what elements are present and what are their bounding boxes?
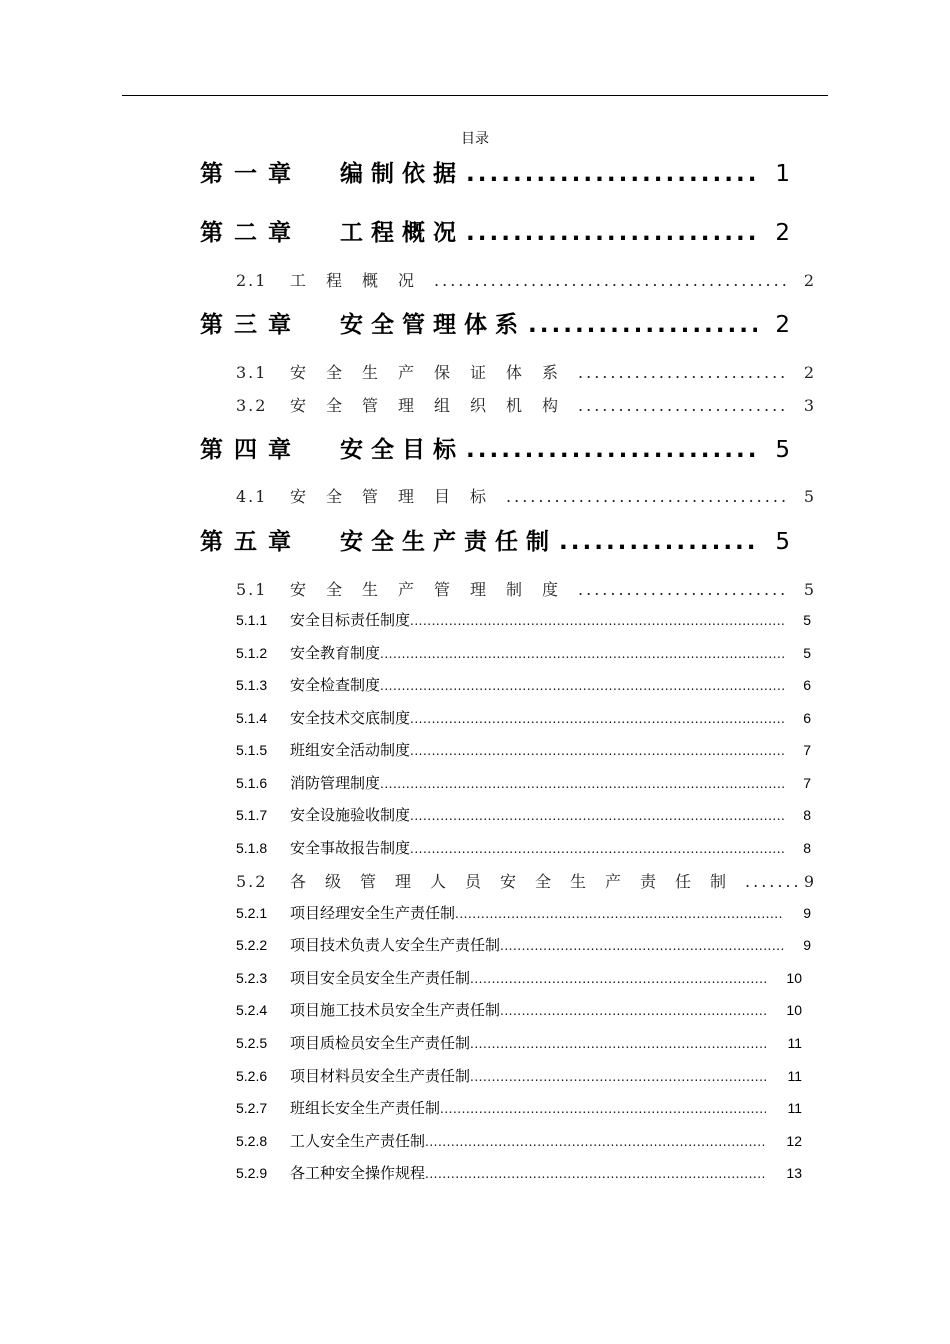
toc-subsection-5-2-5[interactable] — [236, 1032, 802, 1056]
leader-dots — [455, 907, 784, 921]
leader-dots — [380, 679, 784, 693]
page-number: 2 — [803, 271, 814, 290]
page-number: 10 — [786, 970, 802, 986]
subsection-title: 各工种安全操作规程 — [290, 1164, 426, 1182]
page-number: 5 — [775, 437, 790, 463]
subsection-number: 5.1.2 — [236, 645, 268, 661]
section-number: 5.2 — [236, 872, 268, 891]
leader-dots — [425, 1135, 766, 1149]
subsection-title: 安全教育制度 — [290, 644, 381, 662]
page-number: 11 — [787, 1035, 802, 1051]
toc-section-4-1[interactable] — [236, 484, 814, 510]
page-number: 9 — [803, 872, 814, 891]
page-number: 7 — [803, 775, 811, 791]
page-number: 10 — [786, 1002, 802, 1018]
page-number: 5 — [803, 612, 811, 628]
page-number: 12 — [786, 1133, 802, 1149]
section-title: 工程概况 — [290, 271, 435, 290]
leader-dots — [466, 220, 757, 246]
section-title: 安全生产保证体系 — [290, 363, 579, 382]
page-number: 6 — [803, 710, 811, 726]
toc-subsection-5-2-8[interactable] — [236, 1130, 802, 1154]
chapter-title: 安全生产责任制 — [340, 529, 557, 555]
leader-dots — [410, 712, 784, 726]
section-title: 安全管理目标 — [290, 487, 507, 506]
leader-dots — [578, 580, 788, 599]
toc-subsection-5-1-1[interactable] — [236, 609, 811, 633]
leader-dots — [410, 842, 784, 856]
leader-dots — [380, 647, 784, 661]
leader-dots — [466, 437, 757, 463]
toc-subsection-5-1-6[interactable] — [236, 772, 811, 796]
subsection-title: 消防管理制度 — [290, 774, 381, 792]
leader-dots — [559, 529, 757, 555]
section-number: 4.1 — [236, 487, 268, 506]
leader-dots — [434, 271, 788, 290]
toc-subsection-5-1-8[interactable] — [236, 837, 811, 861]
subsection-title: 班组长安全生产责任制 — [290, 1099, 441, 1117]
page-number: 13 — [786, 1165, 802, 1181]
subsection-number: 5.2.2 — [236, 937, 268, 953]
section-number: 2.1 — [236, 271, 268, 290]
section-title: 安全生产管理制度 — [290, 580, 579, 599]
chapter-title: 工程概况 — [340, 220, 464, 246]
leader-dots — [440, 1102, 766, 1116]
toc-subsection-5-2-7[interactable] — [236, 1097, 802, 1121]
toc-subsection-5-1-4[interactable] — [236, 707, 811, 731]
subsection-number: 5.1.1 — [236, 612, 268, 628]
chapter-title: 编制依据 — [340, 161, 464, 187]
subsection-title: 项目材料员安全生产责任制 — [290, 1067, 471, 1085]
subsection-title: 班组安全活动制度 — [290, 741, 411, 759]
toc-chapter-3[interactable] — [200, 306, 790, 346]
toc-subsection-5-2-6[interactable] — [236, 1065, 802, 1089]
toc-chapter-4[interactable] — [200, 431, 790, 471]
page-number: 5 — [775, 529, 790, 555]
toc-section-3-2[interactable] — [236, 393, 814, 419]
leader-dots — [466, 161, 757, 187]
section-title: 安全管理组织机构 — [290, 396, 579, 415]
leader-dots — [506, 487, 788, 506]
toc-subsection-5-2-4[interactable] — [236, 999, 802, 1023]
subsection-number: 5.1.4 — [236, 710, 268, 726]
subsection-number: 5.2.1 — [236, 905, 268, 921]
chapter-label: 第二章 — [200, 220, 302, 246]
toc-chapter-2[interactable] — [200, 214, 790, 254]
section-number: 3.1 — [236, 363, 268, 382]
toc-subsection-5-2-3[interactable] — [236, 967, 802, 991]
chapter-label: 第一章 — [200, 161, 302, 187]
subsection-number: 5.1.3 — [236, 677, 268, 693]
subsection-title: 安全目标责任制度 — [290, 611, 411, 629]
page-number: 11 — [787, 1100, 802, 1116]
page-number: 2 — [775, 220, 790, 246]
page-number: 5 — [803, 645, 811, 661]
leader-dots — [745, 872, 800, 891]
toc-subsection-5-2-9[interactable] — [236, 1162, 802, 1186]
page-number: 6 — [803, 677, 811, 693]
toc-subsection-5-1-2[interactable] — [236, 642, 811, 666]
toc-subsection-5-1-5[interactable] — [236, 739, 811, 763]
toc-subsection-5-1-3[interactable] — [236, 674, 811, 698]
chapter-label: 第五章 — [200, 529, 302, 555]
toc-chapter-5[interactable] — [200, 523, 790, 563]
subsection-title: 项目施工技术员安全生产责任制 — [290, 1001, 501, 1019]
leader-dots — [578, 396, 788, 415]
page-number: 5 — [803, 487, 814, 506]
leader-dots — [528, 312, 757, 338]
toc-chapter-1[interactable] — [200, 155, 790, 195]
section-number: 3.2 — [236, 396, 268, 415]
subsection-number: 5.2.3 — [236, 970, 268, 986]
page-number: 9 — [803, 937, 811, 953]
section-title: 各级管理人员安全生产责任制 — [290, 872, 746, 891]
page-number: 11 — [787, 1068, 802, 1084]
section-number: 5.1 — [236, 580, 268, 599]
subsection-number: 5.1.8 — [236, 840, 268, 856]
subsection-title: 安全技术交底制度 — [290, 709, 411, 727]
page-number: 8 — [803, 807, 811, 823]
subsection-number: 5.1.7 — [236, 807, 268, 823]
subsection-title: 项目质检员安全生产责任制 — [290, 1034, 471, 1052]
subsection-number: 5.2.9 — [236, 1165, 268, 1181]
toc-title: 目录 — [461, 131, 489, 147]
leader-dots — [425, 1167, 766, 1181]
page-number: 2 — [775, 312, 790, 338]
subsection-title: 安全检查制度 — [290, 676, 381, 694]
chapter-label: 第三章 — [200, 312, 302, 338]
chapter-label: 第四章 — [200, 437, 302, 463]
leader-dots — [470, 1037, 766, 1051]
page-number: 5 — [803, 580, 814, 599]
subsection-number: 5.2.6 — [236, 1068, 268, 1084]
subsection-number: 5.1.5 — [236, 742, 268, 758]
subsection-number: 5.1.6 — [236, 775, 268, 791]
toc-section-3-1[interactable] — [236, 360, 814, 386]
subsection-title: 项目经理安全生产责任制 — [290, 904, 456, 922]
leader-dots — [470, 972, 766, 986]
leader-dots — [410, 614, 784, 628]
leader-dots — [380, 777, 784, 791]
subsection-title: 工人安全生产责任制 — [290, 1132, 426, 1150]
subsection-title: 安全事故报告制度 — [290, 839, 411, 857]
subsection-number: 5.2.8 — [236, 1133, 268, 1149]
subsection-number: 5.2.7 — [236, 1100, 268, 1116]
subsection-title: 项目技术负责人安全生产责任制 — [290, 936, 501, 954]
leader-dots — [500, 939, 784, 953]
chapter-title: 安全目标 — [340, 437, 464, 463]
toc-section-5-1[interactable] — [236, 577, 814, 603]
page-number: 3 — [803, 396, 814, 415]
subsection-title: 项目安全员安全生产责任制 — [290, 969, 471, 987]
subsection-number: 5.2.5 — [236, 1035, 268, 1051]
page-number: 2 — [803, 363, 814, 382]
header-rule — [122, 95, 828, 96]
page-number: 9 — [803, 905, 811, 921]
toc-section-2-1[interactable] — [236, 268, 814, 294]
leader-dots — [578, 363, 788, 382]
toc-subsection-5-2-2[interactable] — [236, 934, 811, 958]
leader-dots — [470, 1070, 766, 1084]
toc-subsection-5-2-1[interactable] — [236, 902, 811, 926]
leader-dots — [410, 744, 784, 758]
page-number: 1 — [775, 161, 790, 187]
toc-section-5-2[interactable] — [236, 869, 814, 895]
subsection-title: 安全设施验收制度 — [290, 806, 411, 824]
toc-subsection-5-1-7[interactable] — [236, 804, 811, 828]
leader-dots — [500, 1004, 766, 1018]
page-number: 8 — [803, 840, 811, 856]
chapter-title: 安全管理体系 — [340, 312, 526, 338]
page-number: 7 — [803, 742, 811, 758]
leader-dots — [410, 809, 784, 823]
subsection-number: 5.2.4 — [236, 1002, 268, 1018]
